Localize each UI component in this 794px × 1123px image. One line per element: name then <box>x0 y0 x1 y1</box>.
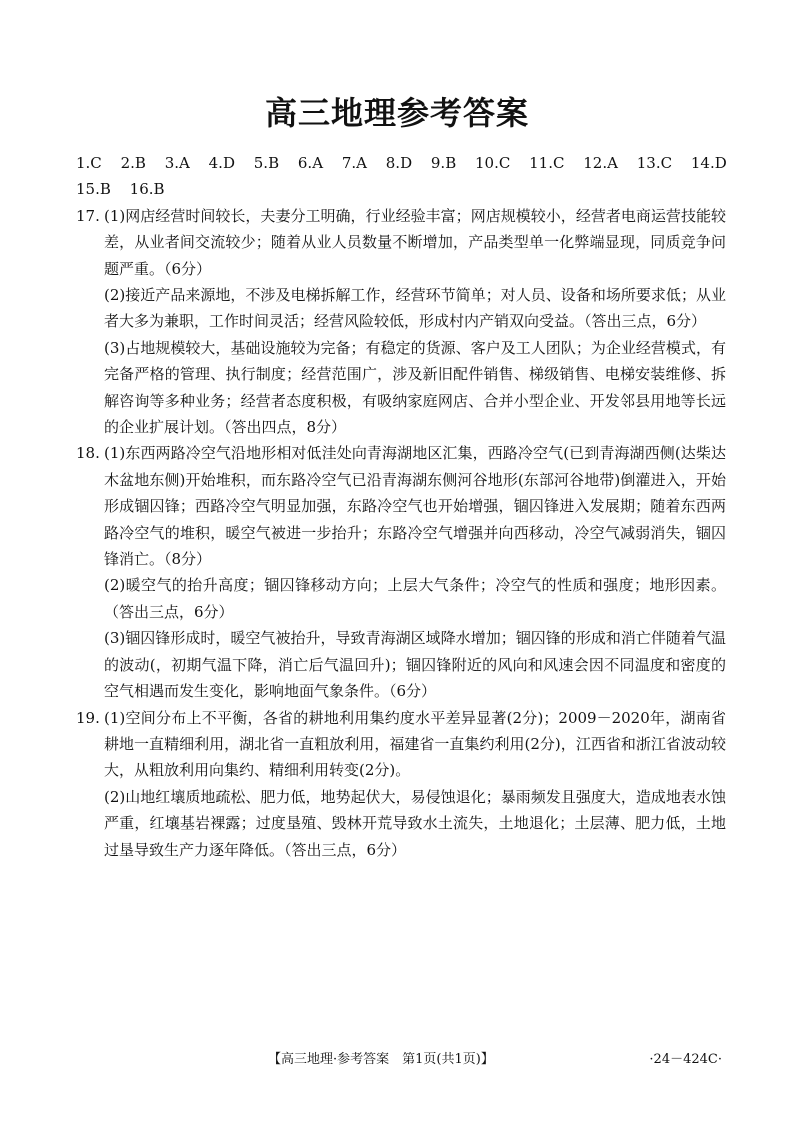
mc-answer: 10.C <box>475 154 511 172</box>
answer-paragraph: (1)网店经营时间较长，夫妻分工明确，行业经验丰富；网店规模较小，经营者电商运营技能较差，从业者间交流较少；随着从业人员数量不断增加，产品类型单一化弊端显现，同质竞争问题严重。（6分） <box>104 206 726 278</box>
question-number: 18. <box>76 444 100 463</box>
mc-answer: 11.C <box>529 154 565 172</box>
mc-answer: 2.B <box>120 154 146 172</box>
answer-paragraph: (2)暖空气的抬升高度；锢囚锋移动方向；上层大气条件；冷空气的性质和强度；地形因素。（答出三点，6分） <box>104 576 726 621</box>
answer-paragraph: (3)锢囚锋形成时，暖空气被抬升，导致青海湖区域降水增加；锢囚锋的形成和消亡伴随着气温的波动(，初期气温下降，消亡后气温回升)；锢囚锋附近的风向和风速会因不同温度和密度的空气相遇而发生变化，影响地面气象条件。（6分） <box>104 629 726 701</box>
answer-content <box>76 150 726 863</box>
footer-page-info: 【高三地理·参考答案 第1页(共1页)】 <box>268 1052 494 1067</box>
mc-answer: 5.B <box>253 154 280 172</box>
answer-paragraph: (2)接近产品来源地，不涉及电梯拆解工作，经营环节简单；对人员、设备和场所要求低；从业者大多为兼职，工作时间灵活；经营风险较低，形成村内产销双向受益。（答出三点，6分） <box>104 286 726 331</box>
multiple-choice-row <box>76 150 726 176</box>
mc-answer: 1.C <box>76 154 102 172</box>
question-19 <box>76 705 726 863</box>
multiple-choice-row <box>76 176 726 202</box>
mc-answer: 4.D <box>208 154 235 172</box>
page-title: 高三地理参考答案 <box>264 94 529 132</box>
mc-answer: 12.A <box>583 154 618 172</box>
mc-answer: 6.A <box>297 154 324 172</box>
answer-paragraph: (2)山地红壤质地疏松、肥力低，地势起伏大，易侵蚀退化；暴雨频发且强度大，造成地表水蚀严重，红壤基岩裸露；过度垦殖、毁林开荒导致水土流失，土地退化；土层薄、肥力低，土地过垦导致生产力逐年降低。（答出三点，6分） <box>104 787 726 859</box>
mc-answer: 15.B <box>76 180 111 199</box>
question-number: 17. <box>76 206 100 225</box>
mc-answer: 9.B <box>430 154 457 172</box>
answer-paragraph: (1)空间分布上不平衡，各省的耕地利用集约度水平差异显著(2分)；2009－2020年，湖南省耕地一直精细利用，湖北省一直粗放利用，福建省一直集约利用(2分)，江西省和浙江省波动较大，从粗放利用向集约、精细利用转变(2分)。 <box>104 708 726 780</box>
mc-answer: 3.A <box>164 154 190 172</box>
question-18 <box>76 440 726 704</box>
mc-answer: 7.A <box>341 154 367 172</box>
footer-code: ·24－424C· <box>649 1052 722 1067</box>
mc-answer: 13.C <box>636 154 673 172</box>
question-17 <box>76 203 726 441</box>
question-number: 19. <box>76 708 100 727</box>
answer-paragraph: (3)占地规模较大，基础设施较为完备；有稳定的货源、客户及工人团队；为企业经营模式，有完备严格的管理、执行制度；经营范围广，涉及新旧配件销售、梯级销售、电梯安装维修、拆解咨询等多种业务；经营者态度积极，有吸纳家庭网店、合并小型企业、开发邻县用地等长远的企业扩展计划。（答出四点，8分） <box>104 338 726 437</box>
mc-answer: 14.D <box>690 154 727 172</box>
mc-answer: 16.B <box>129 180 165 199</box>
answer-paragraph: (1)东西两路冷空气沿地形相对低洼处向青海湖地区汇集，西路冷空气(已到青海湖西侧(达柴达木盆地东侧)开始堆积，而东路冷空气已沿青海湖东侧河谷地形(东部河谷地带)倒灌进入，开始形成锢囚锋；西路冷空气明显加强，东路冷空气也开始增强，锢囚锋进入发展期；随着东西两路冷空气的堆积，暖空气被进一步抬升；东路冷空气增强并向西移动，冷空气减弱消失，锢囚锋消亡。（8分） <box>104 444 726 569</box>
mc-answer: 8.D <box>385 154 413 172</box>
